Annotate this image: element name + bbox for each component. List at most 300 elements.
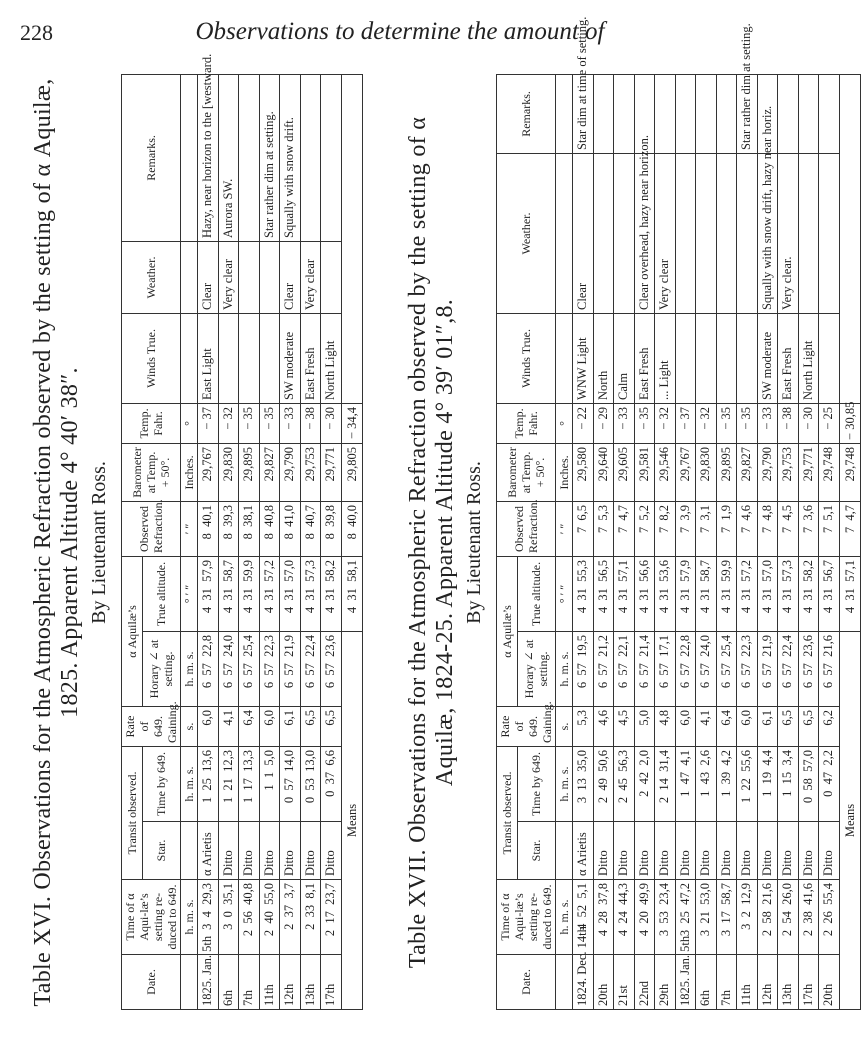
winds-cell xyxy=(696,313,717,403)
weather-cell xyxy=(593,153,614,313)
table-xvii-panel xyxy=(405,16,857,1010)
temp-cell: − 32 xyxy=(655,403,676,443)
refraction-cell: 8 41,0 xyxy=(280,501,301,556)
remarks-cell xyxy=(696,74,717,153)
refraction-cell: 7 4,6 xyxy=(737,501,758,556)
time-reduced-cell: 2 54 26,0 xyxy=(778,880,799,955)
horary-cell: 6 57 23,6 xyxy=(321,631,342,706)
star-cell: α Arietis xyxy=(573,822,594,880)
means-row xyxy=(341,74,362,1009)
winds-cell: SW moderate xyxy=(757,313,778,403)
weather-cell: Clear xyxy=(573,153,594,313)
temp-cell: − 38 xyxy=(778,403,799,443)
date-cell: 1825. Jan. 5th xyxy=(675,955,696,1010)
time-reduced-cell: 2 58 21,6 xyxy=(757,880,778,955)
header-barometer: Barometer at Temp. + 50°. xyxy=(122,443,181,501)
weather-cell xyxy=(321,241,342,313)
weather-cell xyxy=(819,153,840,313)
true-alt-cell: 4 31 57,2 xyxy=(259,556,280,631)
refraction-cell: 7 6,5 xyxy=(573,501,594,556)
table-row xyxy=(239,74,260,1009)
winds-cell: East Light xyxy=(198,313,219,403)
remarks-cell xyxy=(321,74,342,241)
header-remarks: Remarks. xyxy=(122,74,181,241)
table-row xyxy=(280,74,301,1009)
true-alt-cell: 4 31 58,7 xyxy=(218,556,239,631)
data-table xyxy=(121,53,363,1010)
barometer-cell: 29,767 xyxy=(675,443,696,501)
star-cell: Ditto xyxy=(737,822,758,880)
refraction-cell: 8 39,8 xyxy=(321,501,342,556)
horary-cell: 6 57 21,9 xyxy=(280,631,301,706)
time-reduced-cell: 2 37 3,7 xyxy=(280,880,301,955)
temp-cell: − 38 xyxy=(300,403,321,443)
header-barometer: Barometer at Temp. + 50°. xyxy=(497,443,556,501)
header-star: Star. xyxy=(517,822,555,880)
table-row xyxy=(655,74,676,1009)
time649-cell: 1 17 13,3 xyxy=(239,746,260,821)
time-reduced-cell: 2 38 41,6 xyxy=(798,880,819,955)
horary-cell: 6 57 21,6 xyxy=(819,631,840,706)
star-cell: Ditto xyxy=(655,822,676,880)
remarks-cell xyxy=(819,74,840,153)
time649-cell: 1 39 4,2 xyxy=(716,746,737,821)
horary-cell: 6 57 21,2 xyxy=(593,631,614,706)
true-alt-cell: 4 31 57,2 xyxy=(737,556,758,631)
header-aquila: α Aquilæ’s xyxy=(497,556,518,706)
table-row xyxy=(737,74,758,1009)
refraction-cell: 7 5,2 xyxy=(634,501,655,556)
barometer-cell: 29,895 xyxy=(716,443,737,501)
refraction-cell: 7 3,1 xyxy=(696,501,717,556)
temp-cell: − 33 xyxy=(280,403,301,443)
barometer-cell: 29,790 xyxy=(280,443,301,501)
temp-cell: − 35 xyxy=(634,403,655,443)
weather-cell: Clear overhead, hazy near horizon. xyxy=(634,153,655,313)
temp-cell: − 35 xyxy=(239,403,260,443)
running-title: Observations to determine the amount of xyxy=(195,18,605,45)
rate-cell: 6,5 xyxy=(321,706,342,746)
star-cell: Ditto xyxy=(321,822,342,880)
winds-cell: East Fresh xyxy=(300,313,321,403)
barometer-cell: 29,546 xyxy=(655,443,676,501)
temp-cell: − 35 xyxy=(716,403,737,443)
star-cell: Ditto xyxy=(259,822,280,880)
star-cell: Ditto xyxy=(614,822,635,880)
time-reduced-cell: 4 24 44,3 xyxy=(614,880,635,955)
time-reduced-cell: 3 21 53,0 xyxy=(696,880,717,955)
time649-cell: 2 49 50,6 xyxy=(593,746,614,821)
refraction-cell: 7 3,6 xyxy=(798,501,819,556)
table-subtitle: By Lieutenant Ross. xyxy=(463,461,485,624)
weather-cell xyxy=(798,153,819,313)
time649-cell: 1 47 4,1 xyxy=(675,746,696,821)
date-cell: 13th xyxy=(778,955,799,1010)
date-cell: 1824. Dec. 14th xyxy=(573,955,594,1010)
rate-cell: 6,0 xyxy=(737,706,758,746)
header-true-alt: True altitude. xyxy=(142,556,180,631)
date-cell: 6th xyxy=(218,955,239,1010)
winds-cell: East Fresh xyxy=(634,313,655,403)
horary-cell: 6 57 25,4 xyxy=(716,631,737,706)
winds-cell: East Fresh xyxy=(778,313,799,403)
time649-cell: 0 57 14,0 xyxy=(280,746,301,821)
rate-cell: 6,4 xyxy=(239,706,260,746)
barometer-cell: 29,640 xyxy=(593,443,614,501)
temp-cell: − 35 xyxy=(259,403,280,443)
barometer-cell: 29,771 xyxy=(321,443,342,501)
table-row xyxy=(300,74,321,1009)
horary-cell: 6 57 22,8 xyxy=(675,631,696,706)
table-row xyxy=(259,74,280,1009)
table-row xyxy=(757,74,778,1009)
time649-cell: 1 15 3,4 xyxy=(778,746,799,821)
horary-cell: 6 57 25,4 xyxy=(239,631,260,706)
horary-cell: 6 57 22,1 xyxy=(614,631,635,706)
header-aquila: α Aquilæ’s xyxy=(122,556,143,706)
true-alt-cell: 4 31 59,9 xyxy=(716,556,737,631)
rate-cell: 4,5 xyxy=(614,706,635,746)
winds-cell: North Light xyxy=(321,313,342,403)
header-temp: Temp. Fahr. xyxy=(122,403,181,443)
table-row xyxy=(798,74,819,1009)
unit-rate: s. xyxy=(556,706,573,746)
rate-cell: 4,1 xyxy=(218,706,239,746)
temp-cell: − 25 xyxy=(819,403,840,443)
table-title: Table XVI. Observations for the Atmospheric Refraction observed by the setting of α Aquilæ, 1825. Apparent Altitude 4° 40′ 38″. xyxy=(30,78,83,1007)
unit-refraction: ′ ″ xyxy=(556,501,573,556)
winds-cell xyxy=(716,313,737,403)
weather-cell: Very clear xyxy=(655,153,676,313)
star-cell: α Arietis xyxy=(198,822,219,880)
date-cell: 20th xyxy=(819,955,840,1010)
date-cell: 7th xyxy=(239,955,260,1010)
horary-cell: 6 57 21,4 xyxy=(634,631,655,706)
refraction-cell: 8 38,1 xyxy=(239,501,260,556)
time649-cell: 1 1 5,0 xyxy=(259,746,280,821)
table-row xyxy=(573,74,594,1009)
true-alt-cell: 4 31 57,3 xyxy=(300,556,321,631)
table-subtitle: By Lieutenant Ross. xyxy=(88,461,110,624)
temp-cell: − 30 xyxy=(798,403,819,443)
remarks-cell xyxy=(655,74,676,153)
time-reduced-cell: 3 2 12,9 xyxy=(737,880,758,955)
horary-cell: 6 57 23,6 xyxy=(798,631,819,706)
winds-cell: North xyxy=(593,313,614,403)
table-row xyxy=(675,74,696,1009)
header-true-alt: True altitude. xyxy=(517,556,555,631)
winds-cell xyxy=(218,313,239,403)
time-reduced-cell: 3 4 29,3 xyxy=(198,880,219,955)
time-reduced-cell: 2 40 55,0 xyxy=(259,880,280,955)
remarks-cell: Star dim at time of setting. xyxy=(573,74,594,153)
barometer-cell: 29,827 xyxy=(259,443,280,501)
winds-cell: North Light xyxy=(798,313,819,403)
weather-cell: Very clear xyxy=(300,241,321,313)
refraction-cell: 7 4,7 xyxy=(614,501,635,556)
remarks-cell xyxy=(593,74,614,153)
time649-cell: 1 22 55,6 xyxy=(737,746,758,821)
table-row xyxy=(696,74,717,1009)
barometer-cell: 29,580 xyxy=(573,443,594,501)
means-label: Means xyxy=(341,631,362,1009)
temp-cell: − 33 xyxy=(614,403,635,443)
time649-cell: 1 43 2,6 xyxy=(696,746,717,821)
true-alt-cell: 4 31 58,2 xyxy=(321,556,342,631)
star-cell: Ditto xyxy=(696,822,717,880)
header-transit: Transit observed. xyxy=(122,746,143,879)
weather-cell: Squally with snow drift, hazy near horiz. xyxy=(757,153,778,313)
horary-cell: 6 57 19,5 xyxy=(573,631,594,706)
header-winds: Winds True. xyxy=(122,313,181,403)
star-cell: Ditto xyxy=(675,822,696,880)
mean-temp: − 30,85 xyxy=(839,403,860,443)
rate-cell: 4,6 xyxy=(593,706,614,746)
date-cell: 29th xyxy=(655,955,676,1010)
header-remarks: Remarks. xyxy=(497,74,556,153)
unit-time-reduced: h. m. s. xyxy=(181,880,198,955)
refraction-cell: 8 40,8 xyxy=(259,501,280,556)
mean-true-alt: 4 31 57,1 xyxy=(839,556,860,631)
horary-cell: 6 57 22,8 xyxy=(198,631,219,706)
unit-barometer: Inches. xyxy=(181,443,198,501)
time649-cell: 0 58 57,0 xyxy=(798,746,819,821)
remarks-cell: Hazy, near horizon to the [westward. xyxy=(198,74,219,241)
rate-cell: 5,3 xyxy=(573,706,594,746)
mean-barometer: 29,748 xyxy=(839,443,860,501)
winds-cell xyxy=(675,313,696,403)
horary-cell: 6 57 22,3 xyxy=(737,631,758,706)
weather-cell xyxy=(675,153,696,313)
data-table xyxy=(496,16,861,1010)
winds-cell: SW moderate xyxy=(280,313,301,403)
time-reduced-cell: 4 28 37,8 xyxy=(593,880,614,955)
winds-cell xyxy=(737,313,758,403)
remarks-cell: Star rather dim at setting. xyxy=(737,74,758,153)
weather-cell: Clear xyxy=(280,241,301,313)
temp-cell: − 29 xyxy=(593,403,614,443)
rate-cell: 6,1 xyxy=(757,706,778,746)
unit-refraction: ′ ″ xyxy=(181,501,198,556)
table-row xyxy=(218,74,239,1009)
mean-barometer: 29,805 xyxy=(341,443,362,501)
refraction-cell: 7 5,3 xyxy=(593,501,614,556)
weather-cell xyxy=(259,241,280,313)
unit-rate: s. xyxy=(181,706,198,746)
time649-cell: 0 47 2,2 xyxy=(819,746,840,821)
star-cell: Ditto xyxy=(778,822,799,880)
header-weather: Weather. xyxy=(122,241,181,313)
header-horary: Horary ∠ at setting. xyxy=(517,631,555,706)
header-date: Date. xyxy=(122,955,181,1010)
star-cell: Ditto xyxy=(819,822,840,880)
rate-cell: 6,2 xyxy=(819,706,840,746)
true-alt-cell: 4 31 57,0 xyxy=(280,556,301,631)
remarks-cell xyxy=(300,74,321,241)
barometer-cell: 29,830 xyxy=(218,443,239,501)
header-transit: Transit observed. xyxy=(497,746,518,879)
temp-cell: − 37 xyxy=(198,403,219,443)
barometer-cell: 29,767 xyxy=(198,443,219,501)
time-reduced-cell: 3 0 35,1 xyxy=(218,880,239,955)
horary-cell: 6 57 21,9 xyxy=(757,631,778,706)
refraction-cell: 7 1,9 xyxy=(716,501,737,556)
time649-cell: 0 37 6,6 xyxy=(321,746,342,821)
true-alt-cell: 4 31 56,6 xyxy=(634,556,655,631)
remarks-cell xyxy=(614,74,635,153)
time649-cell: 0 53 13,0 xyxy=(300,746,321,821)
temp-cell: − 32 xyxy=(218,403,239,443)
time-reduced-cell: 4 52 5,1 xyxy=(573,880,594,955)
date-cell: 13th xyxy=(300,955,321,1010)
rate-cell: 6,5 xyxy=(798,706,819,746)
barometer-cell: 29,581 xyxy=(634,443,655,501)
header-time-reduced: Time of α Aqui-læ’s setting re-duced to 649. xyxy=(122,880,181,955)
horary-cell: 6 57 17,1 xyxy=(655,631,676,706)
time649-cell: 2 45 56,3 xyxy=(614,746,635,821)
mean-refraction: 7 4,7 xyxy=(839,501,860,556)
winds-cell xyxy=(819,313,840,403)
star-cell: Ditto xyxy=(798,822,819,880)
remarks-cell xyxy=(716,74,737,153)
horary-cell: 6 57 24,0 xyxy=(696,631,717,706)
remarks-cell xyxy=(239,74,260,241)
barometer-cell: 29,827 xyxy=(737,443,758,501)
temp-cell: − 35 xyxy=(737,403,758,443)
time-reduced-cell: 3 25 47,2 xyxy=(675,880,696,955)
true-alt-cell: 4 31 57,0 xyxy=(757,556,778,631)
header-horary: Horary ∠ at setting. xyxy=(142,631,180,706)
temp-cell: − 30 xyxy=(321,403,342,443)
winds-cell xyxy=(239,313,260,403)
winds-cell xyxy=(259,313,280,403)
horary-cell: 6 57 22,3 xyxy=(259,631,280,706)
rate-cell: 6,0 xyxy=(259,706,280,746)
table-row xyxy=(716,74,737,1009)
date-cell: 12th xyxy=(280,955,301,1010)
refraction-cell: 7 4,8 xyxy=(757,501,778,556)
time-reduced-cell: 3 17 58,7 xyxy=(716,880,737,955)
date-cell: 22nd xyxy=(634,955,655,1010)
time649-cell: 2 42 2,0 xyxy=(634,746,655,821)
time649-cell: 2 14 31,4 xyxy=(655,746,676,821)
true-alt-cell: 4 31 55,3 xyxy=(573,556,594,631)
means-label: Means xyxy=(839,631,860,1009)
table-row xyxy=(198,74,219,1009)
weather-cell: Very clear xyxy=(218,241,239,313)
rate-cell: 6,0 xyxy=(675,706,696,746)
temp-cell: − 37 xyxy=(675,403,696,443)
unit-temp: ° xyxy=(556,403,573,443)
rate-cell: 5,0 xyxy=(634,706,655,746)
barometer-cell: 29,895 xyxy=(239,443,260,501)
unit-barometer: Inches. xyxy=(556,443,573,501)
refraction-cell: 7 4,5 xyxy=(778,501,799,556)
date-cell: 1825. Jan. 5th xyxy=(198,955,219,1010)
header-rate: Rate of 649. Gaining. xyxy=(497,706,556,746)
table-row xyxy=(614,74,635,1009)
header-time649: Time by 649. xyxy=(517,746,555,821)
table-row xyxy=(321,74,342,1009)
date-cell: 17th xyxy=(321,955,342,1010)
temp-cell: − 32 xyxy=(696,403,717,443)
table-row xyxy=(819,74,840,1009)
table-row xyxy=(778,74,799,1009)
weather-cell xyxy=(239,241,260,313)
date-cell: 11th xyxy=(259,955,280,1010)
header-winds: Winds True. xyxy=(497,313,556,403)
means-row xyxy=(839,74,860,1009)
remarks-cell xyxy=(675,74,696,153)
temp-cell: − 33 xyxy=(757,403,778,443)
horary-cell: 6 57 24,0 xyxy=(218,631,239,706)
time-reduced-cell: 2 17 23,7 xyxy=(321,880,342,955)
true-alt-cell: 4 31 57,9 xyxy=(675,556,696,631)
header-rate: Rate of 649. Gaining. xyxy=(122,706,181,746)
true-alt-cell: 4 31 57,1 xyxy=(614,556,635,631)
date-cell: 20th xyxy=(593,955,614,1010)
date-cell: 11th xyxy=(737,955,758,1010)
table-title: Table XVII. Observations for the Atmospheric Refraction observed by the setting of α Aquilæ, 1824-25. Apparent Altitude 4° 39′ 01″,8. xyxy=(405,116,458,969)
rate-cell: 6,5 xyxy=(300,706,321,746)
header-refraction: Observed Refraction. xyxy=(497,501,556,556)
star-cell: Ditto xyxy=(239,822,260,880)
table-xvi xyxy=(30,53,363,1010)
refraction-cell: 8 39,3 xyxy=(218,501,239,556)
refraction-cell: 7 5,1 xyxy=(819,501,840,556)
header-star: Star. xyxy=(142,822,180,880)
true-alt-cell: 4 31 57,3 xyxy=(778,556,799,631)
header-weather: Weather. xyxy=(497,153,556,313)
time649-cell: 1 19 4,4 xyxy=(757,746,778,821)
barometer-cell: 29,771 xyxy=(798,443,819,501)
weather-cell: Very clear. xyxy=(778,153,799,313)
table-row xyxy=(593,74,614,1009)
unit-true-alt: ° ′ ″ xyxy=(556,556,573,631)
date-cell: 17th xyxy=(798,955,819,1010)
true-alt-cell: 4 31 57,9 xyxy=(198,556,219,631)
remarks-cell: Aurora SW. xyxy=(218,74,239,241)
true-alt-cell: 4 31 56,5 xyxy=(593,556,614,631)
header-temp: Temp. Fahr. xyxy=(497,403,556,443)
page-header xyxy=(0,0,800,60)
table-row xyxy=(634,74,655,1009)
mean-true-alt: 4 31 58,1 xyxy=(341,556,362,631)
unit-horary: h. m. s. xyxy=(556,631,573,706)
time-reduced-cell: 3 53 23,4 xyxy=(655,880,676,955)
refraction-cell: 7 8,2 xyxy=(655,501,676,556)
remarks-cell xyxy=(798,74,819,153)
weather-cell xyxy=(614,153,635,313)
weather-cell: Clear xyxy=(198,241,219,313)
rate-cell: 6,1 xyxy=(280,706,301,746)
date-cell: 12th xyxy=(757,955,778,1010)
rate-cell: 4,8 xyxy=(655,706,676,746)
date-cell: 6th xyxy=(696,955,717,1010)
rate-cell: 6,4 xyxy=(716,706,737,746)
unit-temp: ° xyxy=(181,403,198,443)
star-cell: Ditto xyxy=(218,822,239,880)
remarks-cell: Star rather dim at setting. xyxy=(259,74,280,241)
unit-horary: h. m. s. xyxy=(181,631,198,706)
horary-cell: 6 57 22,4 xyxy=(778,631,799,706)
rate-cell: 4,1 xyxy=(696,706,717,746)
winds-cell: WNW Light xyxy=(573,313,594,403)
star-cell: Ditto xyxy=(716,822,737,880)
header-time649: Time by 649. xyxy=(142,746,180,821)
unit-true-alt: ° ′ ″ xyxy=(181,556,198,631)
true-alt-cell: 4 31 58,7 xyxy=(696,556,717,631)
